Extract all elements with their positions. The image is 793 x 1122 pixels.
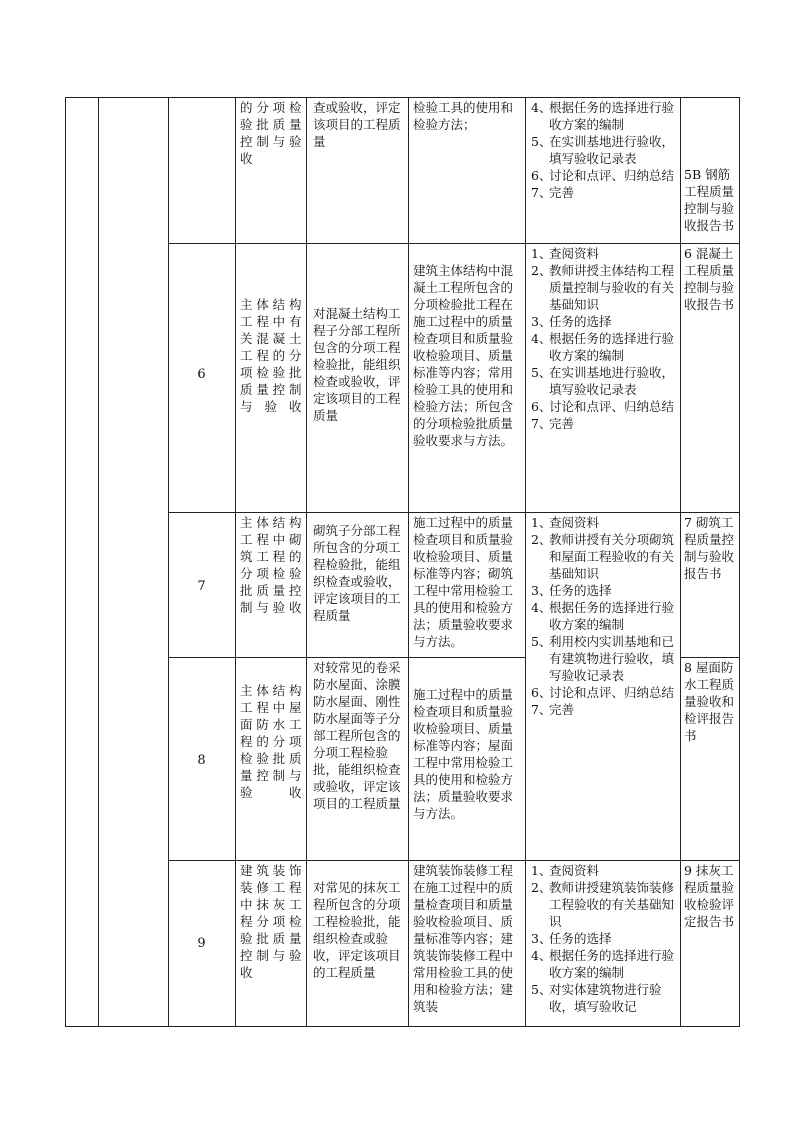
task-name-cell: 主体结构工程中有关混凝土工程的分项检验批质量控制与验收 [240,297,302,414]
table-column-divider [680,97,681,1026]
list-item: 3、 任务的选择 [531,931,612,946]
row-divider [680,657,740,658]
table-border-top [65,97,740,98]
row-number: 9 [197,936,206,951]
list-item: 2、 教师讲授建筑装饰装修工程验收的有关基础知识 [531,880,675,929]
list-item: 7、 完善 [531,416,575,431]
outcome-cell: 9 抹灰工程质量验收检验评定报告书 [684,863,735,929]
list-item: 5、 利用校内实训基地和已有建筑物进行验收，填写验收记录表 [531,634,675,683]
methods-cell [531,245,677,432]
task-name-cell: 的分项检验批质量控制与验收 [240,100,302,166]
table-border-bottom [65,1026,740,1027]
list-item: 5、 在实训基地进行验收，填写验收记录表 [531,365,675,397]
objective-cell: 砌筑子分部工程所包含的分项工程检验批，能组织检查或验收，评定该项目的工程质量 [313,523,401,623]
row-number: 6 [197,367,206,382]
task-name-cell: 主体结构工程中屋面防水工程的分项检验批质量控制与验收 [240,683,302,800]
list-item: 4、 根据任务的选择进行验收方案的编制 [531,100,675,132]
objective-cell: 查或验收，评定该项目的工程质量 [313,100,401,149]
row-divider [168,243,740,244]
table-column-divider [525,97,526,1026]
content-cell: 施工过程中的质量检查项目和质量验收检验项目、质量标准等内容；砌筑工程中常用检验工具的使用和检验方法；质量验收要求与方法。 [413,515,514,649]
methods-cell [531,862,677,1015]
list-item: 3、 任务的选择 [531,314,612,329]
content-cell: 建筑主体结构中混凝土工程所包含的分项检验批工程在施工过程中的质量检查项目和质量验收检验项目、质量标准等内容；常用检验工具的使用和检验方法；所包含的分项检验批质量验收要求与方法。 [413,263,514,448]
list-item: 2、 教师讲授有关分项砌筑和屋面工程验收的有关基础知识 [531,532,675,581]
methods-cell [531,514,677,718]
row-number: 7 [197,579,206,594]
table-column-divider [168,97,169,1026]
list-item: 4、 根据任务的选择进行验收方案的编制 [531,948,675,980]
table-border-right [739,97,740,1026]
task-name-cell: 主体结构工程中砌筑工程的分项检验批质量控制与验收 [240,515,302,615]
row-divider [168,657,525,658]
content-cell: 施工过程中的质量检查项目和质量验收检验项目、质量标准等内容；屋面工程中常用检验工具的使用和检验方法；质量验收要求与方法。 [413,687,514,821]
objective-cell: 对常见的抹灰工程所包含的分项工程检验批，能组织检查或验收，评定该项目的工程质量 [313,880,401,980]
list-item: 6、 讨论和点评、归纳总结 [531,168,675,183]
objective-cell: 对较常见的卷采防水屋面、涂膜防水屋面、刚性防水屋面等子分部工程所包含的分项工程检验批，能组织检查或验收，评定该项目的工程质量 [313,660,401,811]
list-item: 7、 完善 [531,702,575,717]
list-item: 7、 完善 [531,185,575,200]
list-item: 1、 查阅资料 [531,863,600,878]
table-border-left [65,97,66,1026]
table-column-divider [408,97,409,1026]
list-item: 1、 查阅资料 [531,246,600,261]
table-column-divider [98,97,99,1026]
outcome-cell: 5B 钢筋工程质量控制与验收报告书 [684,167,735,233]
list-item: 3、 任务的选择 [531,583,612,598]
row-divider [168,512,740,513]
content-cell: 检验工具的使用和检验方法； [413,100,514,132]
outcome-cell: 7 砌筑工程质量控制与验收报告书 [684,515,735,581]
list-item: 1、 查阅资料 [531,515,600,530]
row-number: 8 [197,753,206,768]
outcome-cell: 8 屋面防水工程质量验收和检评报告书 [684,660,735,743]
content-cell: 建筑装饰装修工程在施工过程中的质量检查项目和质量验收检验项目、质量标准等内容；建筑装饰装修工程中常用检验工具的使用和检验方法；建筑装 [413,863,514,1014]
table-column-divider [235,97,236,1026]
methods-cell [531,99,677,201]
task-name-cell: 建筑装饰装修工程中抹灰工程分项检验批质量控制与验收 [240,863,302,980]
list-item: 2、 教师讲授主体结构工程质量控制与验收的有关基础知识 [531,263,675,312]
outcome-cell: 6 混凝土工程质量控制与验收报告书 [684,246,735,312]
list-item: 4、 根据任务的选择进行验收方案的编制 [531,600,675,632]
objective-cell: 对混凝土结构工程子分部工程所包含的分项工程检验批，能组织检查或验收，评定该项目的工程质量 [313,306,401,423]
list-item: 5、 在实训基地进行验收，填写验收记录表 [531,134,675,166]
list-item: 6、 讨论和点评、归纳总结 [531,399,675,414]
list-item: 5、 对实体建筑物进行验收，填写验收记 [531,982,662,1014]
list-item: 6、 讨论和点评、归纳总结 [531,685,675,700]
list-item: 4、 根据任务的选择进行验收方案的编制 [531,331,675,363]
row-divider [168,860,740,861]
table-column-divider [306,97,307,1026]
